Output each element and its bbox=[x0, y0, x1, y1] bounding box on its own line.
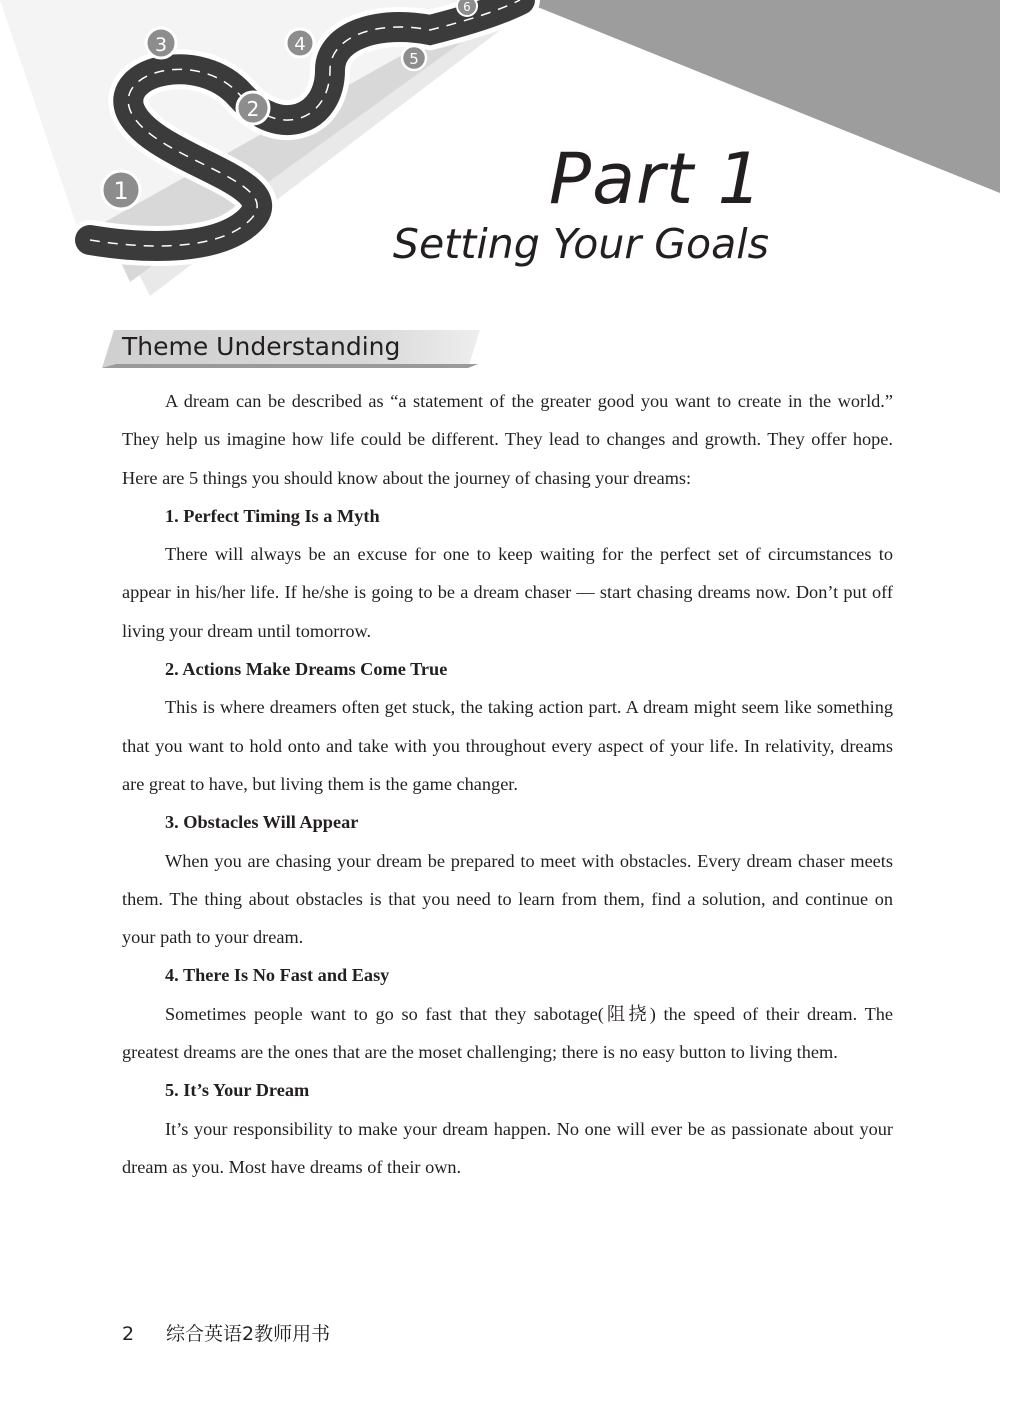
page-number: 2 bbox=[122, 1323, 135, 1345]
milestone-5: 5 bbox=[409, 50, 419, 68]
milestone-6: 6 bbox=[463, 0, 471, 14]
item-heading: 1. Perfect Timing Is a Myth bbox=[165, 505, 380, 526]
part-title: Part 1 bbox=[548, 138, 763, 220]
milestone-2: 2 bbox=[246, 97, 260, 121]
milestone-1: 1 bbox=[113, 177, 129, 205]
item-paragraph: When you are chasing your dream be prepared to meet with obstacles. Every dream chaser meets them. The thing about obstacles is that you need to learn from them, find a solution, and continue on your path to your dream. bbox=[122, 850, 893, 948]
book-title: 综合英语2教师用书 bbox=[166, 1323, 331, 1345]
intro-paragraph: A dream can be described as “a statement of the greater good you want to create in the world.” They help us imagine how life could be different. They lead to changes and growth. They offer hope. Here are 5 things you should know about the journey of chasing your dreams: bbox=[122, 391, 893, 488]
section-title: Theme Understanding bbox=[122, 332, 401, 361]
item-paragraph: There will always be an excuse for one to keep waiting for the perfect set of circumstances to appear in his/her life. If he/she is going to be a dream chaser — start chasing dreams now. Don’t put off living your dream until tomorrow. bbox=[122, 544, 893, 641]
item-paragraph: This is where dreamers often get stuck, the taking action part. A dream might seem like something that you want to hold onto and take with you throughout every aspect of your life. In relativity, dreams are great to have, but living them is the game changer. bbox=[122, 697, 893, 794]
item-heading: 4. There Is No Fast and Easy bbox=[165, 965, 390, 986]
item-paragraph: It’s your responsibility to make your dream happen. No one will ever be as passionate about your dream as you. Most have dreams of their own. bbox=[122, 1118, 893, 1177]
item-heading: 3. Obstacles Will Appear bbox=[165, 812, 359, 833]
body-text bbox=[122, 382, 893, 1186]
milestone-3: 3 bbox=[154, 34, 168, 56]
page-footer bbox=[122, 1319, 330, 1346]
part-subtitle: Setting Your Goals bbox=[392, 220, 769, 268]
milestone-4: 4 bbox=[294, 34, 306, 55]
item-paragraph: Sometimes people want to go so fast that they sabotage(阻挠) the speed of their dream. The greatest dreams are the ones that are the moset challenging; there is no easy button to living them. bbox=[122, 1003, 893, 1063]
item-heading: 5. It’s Your Dream bbox=[165, 1080, 310, 1101]
item-heading: 2. Actions Make Dreams Come True bbox=[165, 659, 448, 680]
